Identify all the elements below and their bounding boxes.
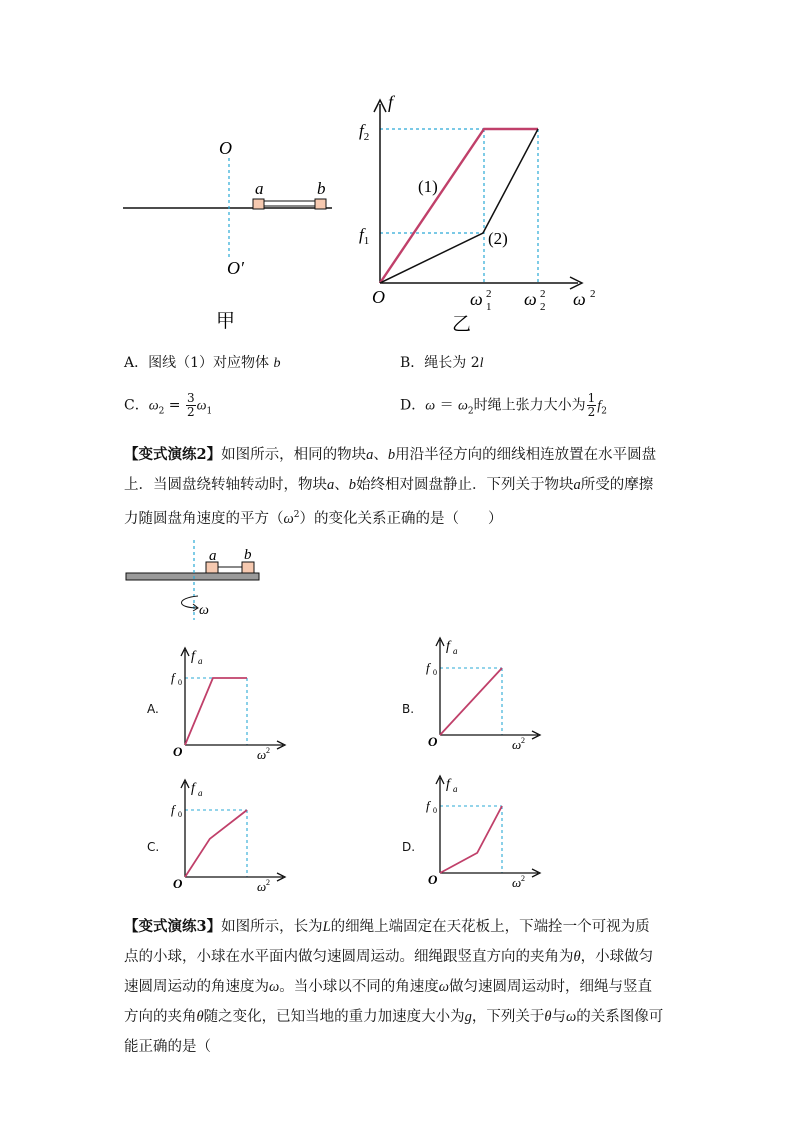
y-axis-label-sub: a (453, 646, 458, 656)
q2-a2: a (327, 477, 335, 493)
y-axis-label: f (388, 92, 394, 112)
x-axis-label: ω (257, 747, 267, 762)
q3-text3: ，小球做匀速圆周运动的角速度为 (124, 949, 654, 995)
q2-label-a: a (209, 548, 217, 564)
curve (440, 806, 502, 873)
question-2-figure (0, 530, 800, 630)
option-D-den: 2 (587, 405, 596, 419)
q2-sep: 、 (373, 447, 388, 463)
q3-w2: ω (438, 979, 449, 995)
figure-yi-graph (0, 0, 800, 340)
q2-w: ω (283, 510, 294, 527)
q3-theta: θ (573, 949, 581, 965)
curve (440, 668, 502, 735)
q3-text2: 的细绳上端固定在天花板上，下端拴一个可视为质点的小球，小球在水平面内做匀速圆周运动。细绳跟竖直方向的夹角为 (124, 919, 650, 965)
origin-O: O (428, 734, 438, 749)
y-axis-label: f (446, 777, 450, 792)
choice-D[interactable] (385, 768, 545, 893)
caption-jia: 甲 (216, 311, 236, 332)
choice-B-label: B. (402, 702, 415, 716)
origin-O: O (173, 744, 183, 759)
q3-text1: 如图所示，长为 (221, 919, 323, 935)
disk (126, 573, 259, 580)
x-axis-label-sup: 2 (521, 874, 525, 883)
y-axis-label-sub: a (453, 784, 458, 794)
q2-b2: b (348, 477, 356, 493)
option-B[interactable] (400, 352, 484, 372)
option-D-num: 1 (587, 391, 596, 405)
q2-text4: 所受的摩擦力随圆盘角速度的平方（ (124, 477, 654, 527)
tick-f0-sub: 0 (178, 678, 182, 687)
q2-b: b (387, 447, 396, 463)
choice-C-label: C. (147, 840, 160, 854)
q3-text4: 。当小球以不同的角速度 (279, 979, 439, 995)
curve (185, 810, 247, 877)
tick-w1: ω (470, 289, 483, 309)
tick-f0-sub: 0 (433, 668, 437, 677)
option-C-fraction (186, 392, 196, 419)
x-axis-label-sup: 2 (521, 736, 525, 745)
q2-sep2: 、 (334, 477, 349, 493)
question-3-tag: 【变式演练3】 (124, 918, 222, 935)
tick-f0-sub: 0 (178, 810, 182, 819)
tick-f2: $f_2$ (359, 121, 370, 143)
option-D-w2: ω (458, 398, 468, 414)
x-axis-label: ω (512, 875, 522, 890)
tick-f0: f (171, 802, 175, 817)
x-axis-label-sup: 2 (590, 288, 596, 300)
tick-f0: f (426, 798, 430, 813)
option-A-text: A．图线（1）对应物体 (124, 355, 274, 371)
q2-text1: 如图所示，相同的物块 (221, 447, 367, 463)
label-O: O (219, 138, 232, 158)
curve (185, 678, 247, 745)
q3-theta2: θ (196, 1009, 204, 1025)
q3-theta3: θ (544, 1009, 552, 1025)
choice-D-label: D. (402, 840, 416, 854)
x-axis-label: ω (257, 879, 267, 894)
option-D-f-sub: 2 (601, 406, 607, 417)
caption-yi: 乙 (452, 314, 472, 335)
q3-text8: 与 (551, 1009, 566, 1025)
option-C-lhs: ω (148, 398, 159, 414)
option-C-num: 3 (186, 391, 195, 405)
option-C-label: C． (124, 397, 149, 414)
q3-text6: 随之变化，已知当地的重力加速度大小为 (203, 1009, 465, 1025)
q3-text7: ，下列关于 (471, 1009, 545, 1025)
option-D-fraction (587, 392, 597, 419)
option-A[interactable] (124, 352, 280, 372)
option-C-rhs: ω (196, 398, 207, 414)
q3-L: L (322, 919, 331, 935)
x-axis-label: ω (573, 289, 586, 309)
choice-C-graph (130, 772, 290, 897)
option-B-text: B．绳长为 2 (400, 355, 480, 371)
label-b: b (317, 179, 326, 198)
q3-text5: 做匀速圆周运动时，细绳与竖直方向的夹角 (124, 979, 652, 1025)
tick-f0: f (426, 660, 430, 675)
q2-label-b: b (244, 547, 252, 563)
choice-C[interactable] (130, 772, 290, 897)
label-a: a (255, 179, 264, 198)
option-D[interactable] (400, 392, 607, 419)
option-D-mid: 时绳上张力大小为 (473, 397, 586, 414)
q3-w3: ω (566, 1009, 577, 1025)
option-D-label: D． (400, 397, 426, 414)
q2-text5: ）的变化关系正确的是（ ） (299, 510, 503, 527)
q2-block-b (242, 562, 254, 573)
x-axis-label-sup: 2 (266, 878, 270, 887)
option-A-var: b (273, 356, 281, 371)
tick-f0: f (171, 670, 175, 685)
option-C-rhs-sub: 1 (206, 406, 213, 417)
option-D-eq: ＝ (435, 397, 459, 414)
tick-w1-sub: 1 (486, 301, 492, 313)
curve-2 (380, 129, 538, 283)
option-C[interactable] (124, 392, 212, 419)
y-axis-label-sub: a (198, 788, 203, 798)
choice-A[interactable] (130, 640, 290, 765)
option-D-w: ω (425, 398, 436, 414)
q2-text2: 用沿半径方向的细线相连放置在水平圆盘上．当圆盘绕转轴转动时，物块 (124, 447, 657, 493)
curve-2-label: (2) (488, 229, 508, 248)
y-axis-label: f (191, 649, 195, 664)
option-D-f: f (597, 398, 602, 414)
q3-text9: 的关系图像可能正确的是（ (124, 1009, 664, 1055)
choice-B[interactable] (385, 630, 545, 755)
q2-text3: 始终相对圆盘静止．下列关于物块 (356, 477, 574, 493)
origin-O: O (372, 287, 385, 307)
origin-O: O (173, 876, 183, 891)
q2-w-sup: 2 (293, 510, 300, 520)
question-2-text (124, 440, 664, 534)
q2-omega: ω (199, 603, 209, 618)
tick-w2-sup: 2 (540, 288, 546, 300)
label-O-prime: O′ (227, 258, 244, 278)
y-axis-label: f (446, 639, 450, 654)
q2-a3: a (573, 477, 581, 493)
question-3-text (124, 912, 664, 1062)
q3-w: ω (269, 979, 280, 995)
tick-f0-sub: 0 (433, 806, 437, 815)
option-C-lhs-sub: 2 (158, 406, 165, 417)
origin-O: O (428, 872, 438, 887)
tick-w2-sub: 2 (540, 301, 546, 313)
y-axis-label: f (191, 781, 195, 796)
tick-w1-sup: 2 (486, 288, 492, 300)
choice-A-label: A. (147, 702, 159, 716)
y-axis-label-sub: a (198, 656, 203, 666)
choice-A-graph (130, 640, 290, 765)
curve-1 (380, 129, 538, 283)
question-2-tag: 【变式演练2】 (124, 446, 222, 463)
q2-a: a (366, 447, 374, 463)
tick-f1: $f_1$ (359, 225, 370, 247)
q3-g: g (464, 1009, 472, 1025)
option-B-var: l (479, 356, 484, 371)
option-C-eq: = (164, 397, 185, 414)
option-D-w2-sub: 2 (467, 406, 474, 417)
x-axis-label-sup: 2 (266, 746, 270, 755)
choice-B-graph (385, 630, 545, 755)
tick-w2: ω (524, 289, 537, 309)
curve-1-label: (1) (418, 177, 438, 196)
choice-D-graph (385, 768, 545, 893)
option-C-den: 2 (186, 405, 195, 419)
x-axis-label: ω (512, 737, 522, 752)
